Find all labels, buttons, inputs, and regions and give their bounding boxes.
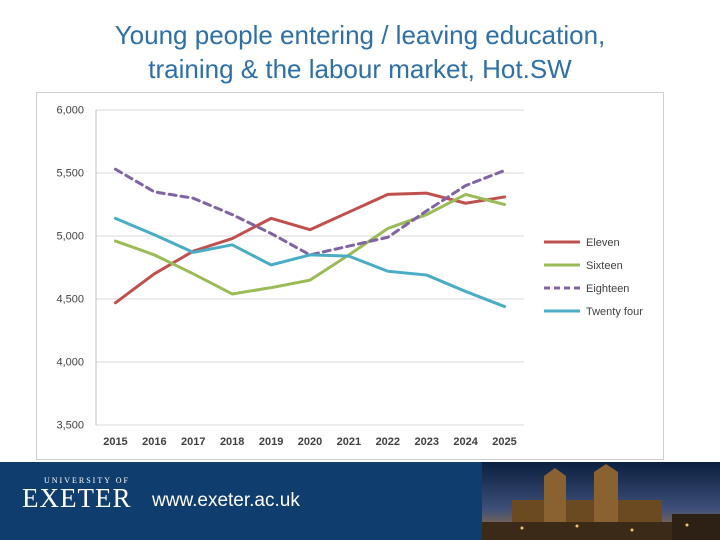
y-tick-label: 3,500 <box>56 419 84 432</box>
x-tick-label: 2025 <box>492 436 517 448</box>
y-tick-label: 5,000 <box>56 230 84 243</box>
legend-label: Eleven <box>586 237 620 249</box>
legend-label: Sixteen <box>586 260 623 272</box>
website-link[interactable]: www.exeter.ac.uk <box>152 490 300 511</box>
footer-bar <box>0 462 720 540</box>
legend-label: Twenty four <box>586 306 643 318</box>
logo-wordmark: EXETER <box>22 483 132 513</box>
y-tick-label: 4,500 <box>56 293 84 306</box>
line-chart <box>36 92 664 460</box>
slide-title-line-1: Young people entering / leaving education, <box>114 20 606 50</box>
y-tick-label: 5,500 <box>56 167 84 180</box>
y-tick-label: 4,000 <box>56 356 84 369</box>
legend-label: Eighteen <box>586 283 630 295</box>
x-tick-label: 2018 <box>219 436 245 448</box>
logo-subtitle: UNIVERSITY OF <box>44 476 130 485</box>
x-tick-label: 2016 <box>142 436 167 448</box>
x-tick-label: 2024 <box>453 436 478 448</box>
slide-title <box>40 18 680 86</box>
x-tick-label: 2022 <box>375 436 401 448</box>
x-tick-label: 2021 <box>336 436 362 448</box>
chart-frame <box>37 93 664 460</box>
x-tick-label: 2019 <box>258 436 284 448</box>
chart-panel <box>36 92 664 460</box>
x-tick-label: 2015 <box>103 436 128 448</box>
x-tick-label: 2017 <box>181 436 206 448</box>
x-tick-label: 2023 <box>414 436 439 448</box>
y-tick-label: 6,000 <box>56 104 84 117</box>
university-logo[interactable] <box>22 476 131 514</box>
cathedral-photo <box>482 462 720 540</box>
slide-title-line-2: training & the labour market, Hot.SW <box>148 54 572 84</box>
x-tick-label: 2020 <box>297 436 323 448</box>
